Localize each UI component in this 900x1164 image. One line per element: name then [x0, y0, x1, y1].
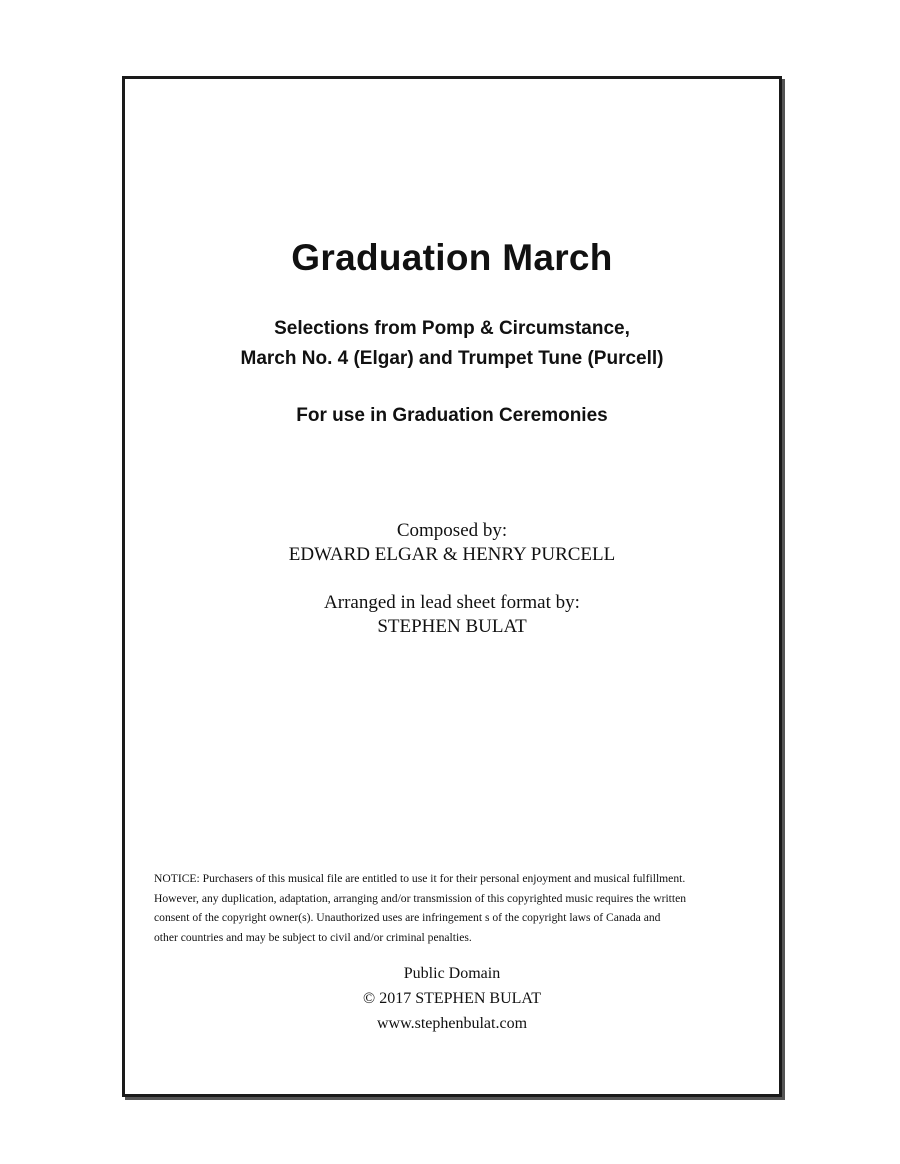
notice-line: NOTICE: Purchasers of this musical file are entitled to use it for their personal enjoyment and musical fulfillment. [154, 872, 686, 885]
document-title: Graduation March [291, 237, 613, 278]
cover-page-frame [122, 76, 782, 1097]
arranger-name: STEPHEN BULAT [377, 616, 527, 637]
purpose-line: For use in Graduation Ceremonies [296, 405, 608, 426]
composed-by-label: Composed by: [396, 520, 508, 541]
arranged-by-label: Arranged in lead sheet format by: [324, 592, 580, 613]
copyright-text: © 2017 STEPHEN BULAT [363, 990, 541, 1007]
copyright-notice [154, 869, 794, 947]
website-text: www.stephenbulat.com [376, 1015, 528, 1032]
notice-line: other countries and may be subject to civil and/or criminal penalties. [154, 930, 472, 944]
notice-line: consent of the copyright owner(s). Unauthorized uses are infringement s of the copyright laws of Canada and [154, 911, 661, 924]
license-text: Public Domain [403, 965, 501, 982]
subtitle-line-1: Selections from Pomp & Circumstance, [274, 318, 630, 339]
notice-line: However, any duplication, adaptation, arranging and/or transmission of this copyrighted music requires the written [154, 891, 687, 905]
composers-name: EDWARD ELGAR & HENRY PURCELL [288, 544, 616, 565]
subtitle-line-2: March No. 4 (Elgar) and Trumpet Tune (Purcell) [240, 348, 664, 369]
